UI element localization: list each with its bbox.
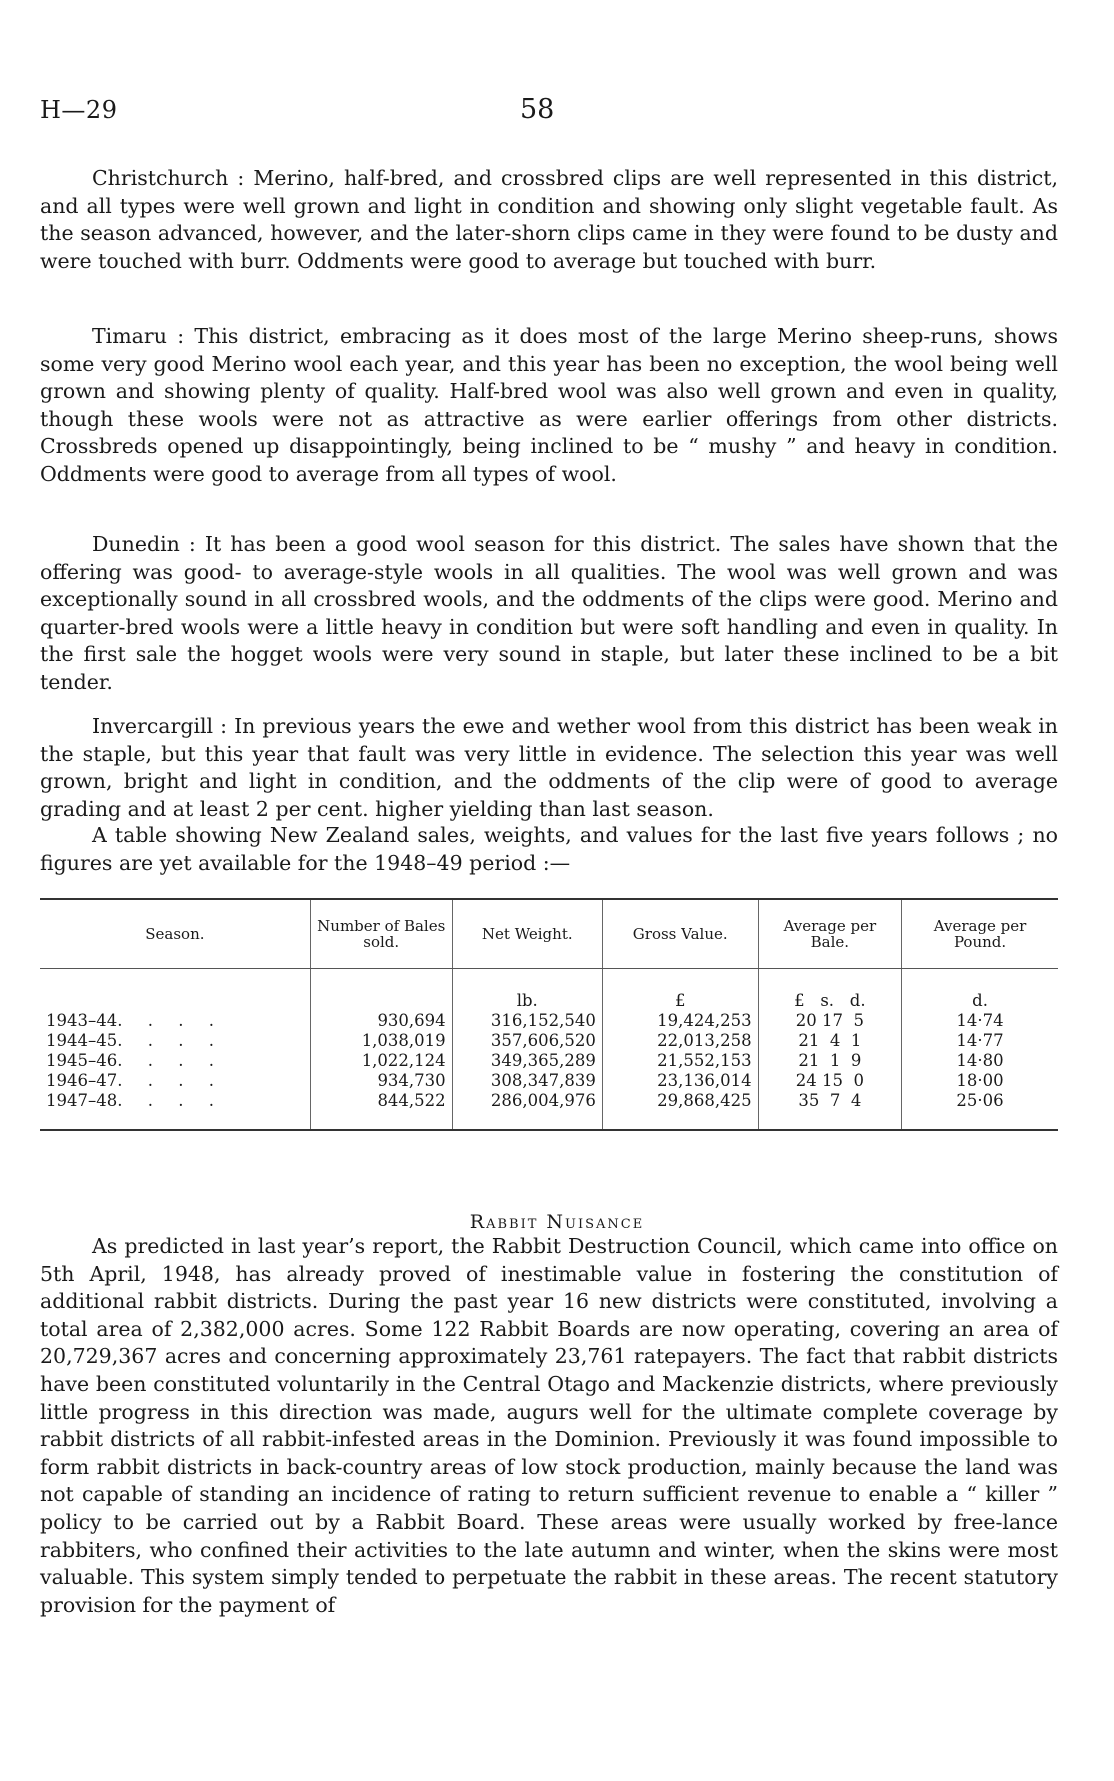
wool-sales-table-container — [40, 898, 1058, 1131]
cell-average-per-pound: 18·00 — [902, 1071, 1058, 1091]
header-average-per-pound: Average per Pound. — [902, 899, 1058, 969]
unit-average-per-pound: d. — [902, 969, 1058, 1012]
unit-season — [40, 969, 310, 1012]
cell-average-per-bale: 35 7 4 — [758, 1091, 902, 1130]
table-units-row — [40, 969, 1058, 1012]
cell-bales: 844,522 — [310, 1091, 452, 1130]
cell-season — [40, 1031, 310, 1051]
cell-gross-value: 19,424,253 — [602, 1011, 758, 1031]
season-label: 1947–48 — [46, 1091, 118, 1110]
paragraph-table-intro — [40, 822, 1058, 877]
paragraph-invercargill — [40, 713, 1058, 823]
cell-bales: 934,730 — [310, 1071, 452, 1091]
cell-average-per-pound: 14·74 — [902, 1011, 1058, 1031]
season-label: 1944–45 — [46, 1031, 118, 1050]
table-row — [40, 1051, 1058, 1071]
cell-net-weight: 308,347,839 — [452, 1071, 602, 1091]
cell-net-weight: 286,004,976 — [452, 1091, 602, 1130]
header-bales-sold: Number of Bales sold. — [310, 899, 452, 969]
wool-sales-table — [40, 898, 1058, 1131]
cell-net-weight: 316,152,540 — [452, 1011, 602, 1031]
cell-average-per-pound: 14·80 — [902, 1051, 1058, 1071]
cell-season — [40, 1091, 310, 1130]
cell-gross-value: 29,868,425 — [602, 1091, 758, 1130]
paragraph-rabbit-nuisance — [40, 1233, 1058, 1619]
cell-bales: 1,038,019 — [310, 1031, 452, 1051]
leader-dots: . . . . — [117, 1051, 224, 1070]
leader-dots: . . . . — [117, 1031, 224, 1050]
leader-dots: . . . . — [117, 1071, 224, 1090]
cell-average-per-pound: 14·77 — [902, 1031, 1058, 1051]
cell-gross-value: 21,552,153 — [602, 1051, 758, 1071]
paragraph-text: Christchurch : Merino, half-bred, and crossbred clips are well represented in this district, and all types were well grown and light in condition and showing only slight vegetable fault. As the season advanced, however, and the later-shorn clips came in they were found to be dusty and were touched with burr. Oddments were good to average but touched with burr. — [40, 166, 1058, 273]
paragraph-dunedin — [40, 531, 1058, 697]
page-reference: H—29 — [40, 96, 118, 124]
paragraph-text: As predicted in last year’s report, the Rabbit Destruction Council, which came into office on 5th April, 1948, has already proved of inestimable value in fostering the constitution of additional rabbit districts. During the past year 16 new districts were constituted, involving a total area of 2,382,000 acres. Some 122 Rabbit Boards are now operating, covering an area of 20,729,367 acres and concerning approximately 23,761 ratepayers. The fact that rabbit districts have been constituted voluntarily in the Central Otago and Mackenzie districts, where previously little progress in this direction was made, augurs well for the ultimate complete coverage by rabbit districts of all rabbit-infested areas in the Dominion. Previously it was found impossible to form rabbit districts in back-country areas of low stock production, mainly because the land was not capable of standing an incidence of rating to return sufficient revenue to enable a “ killer ” policy to be carried out by a Rabbit Board. These areas were usually worked by free-lance rabbiters, who confined their activities to the late autumn and winter, when the skins were most valuable. This system simply tended to perpetuate the rabbit in these areas. The recent statutory provision for the payment of — [40, 1234, 1058, 1617]
season-label: 1946–47 — [46, 1071, 118, 1090]
table-row — [40, 1031, 1058, 1051]
header-average-per-bale: Average per Bale. — [758, 899, 902, 969]
section-heading-rabbit-nuisance: Rabbit Nuisance — [469, 1211, 645, 1233]
cell-bales: 930,694 — [310, 1011, 452, 1031]
cell-gross-value: 23,136,014 — [602, 1071, 758, 1091]
header-season: Season. — [40, 899, 310, 969]
cell-average-per-bale: 21 4 1 — [758, 1031, 902, 1051]
table-header-row — [40, 899, 1058, 969]
cell-gross-value: 22,013,258 — [602, 1031, 758, 1051]
cell-average-per-bale: 24 15 0 — [758, 1071, 902, 1091]
cell-net-weight: 357,606,520 — [452, 1031, 602, 1051]
unit-gross-value: £ — [602, 969, 758, 1012]
paragraph-text: Invercargill : In previous years the ewe and wether wool from this district has been weak in the staple, but this year that fault was very little in evidence. The selection this year was well grown, bright and light in condition, and the oddments of the clip were of good to average grading and at least 2 per cent. higher yielding than last season. — [40, 714, 1058, 821]
leader-dots: . . . . — [117, 1011, 224, 1030]
paragraph-text: Dunedin : It has been a good wool season for this district. The sales have shown that the offering was good- to average-style wools in all qualities. The wool was well grown and was exceptionally sound in all crossbred wools, and the oddments of the clips were good. Merino and quarter-bred wools were a little heavy in condition but were soft handling and even in quality. In the first sale the hogget wools were very sound in staple, but later these inclined to be a bit tender. — [40, 532, 1058, 694]
table-row — [40, 1011, 1058, 1031]
leader-dots: . . . . — [117, 1091, 224, 1110]
table-row — [40, 1091, 1058, 1130]
cell-average-per-bale: 20 17 5 — [758, 1011, 902, 1031]
table-row — [40, 1071, 1058, 1091]
cell-average-per-pound: 25·06 — [902, 1091, 1058, 1130]
unit-average-per-bale: £ s. d. — [758, 969, 902, 1012]
cell-season — [40, 1051, 310, 1071]
header-gross-value: Gross Value. — [602, 899, 758, 969]
season-label: 1945–46 — [46, 1051, 118, 1070]
unit-bales — [310, 969, 452, 1012]
paragraph-timaru — [40, 323, 1058, 489]
paragraph-text: A table showing New Zealand sales, weights, and values for the last five years follows ; no figures are yet available for the 1948–49 period :— — [40, 823, 1058, 875]
paragraph-christchurch — [40, 165, 1058, 275]
cell-season — [40, 1071, 310, 1091]
unit-net-weight: lb. — [452, 969, 602, 1012]
cell-season — [40, 1011, 310, 1031]
page-number: 58 — [520, 94, 555, 125]
season-label: 1943–44 — [46, 1011, 118, 1030]
cell-average-per-bale: 21 1 9 — [758, 1051, 902, 1071]
cell-bales: 1,022,124 — [310, 1051, 452, 1071]
header-net-weight: Net Weight. — [452, 899, 602, 969]
paragraph-text: Timaru : This district, embracing as it does most of the large Merino sheep-runs, shows some very good Merino wool each year, and this year has been no exception, the wool being well grown and showing plenty of quality. Half-bred wool was also well grown and even in quality, though these wools were not as attractive as were earlier offerings from other districts. Crossbreds opened up disappointingly, being inclined to be “ mushy ” and heavy in condition. Oddments were good to average from all types of wool. — [40, 324, 1058, 486]
cell-net-weight: 349,365,289 — [452, 1051, 602, 1071]
